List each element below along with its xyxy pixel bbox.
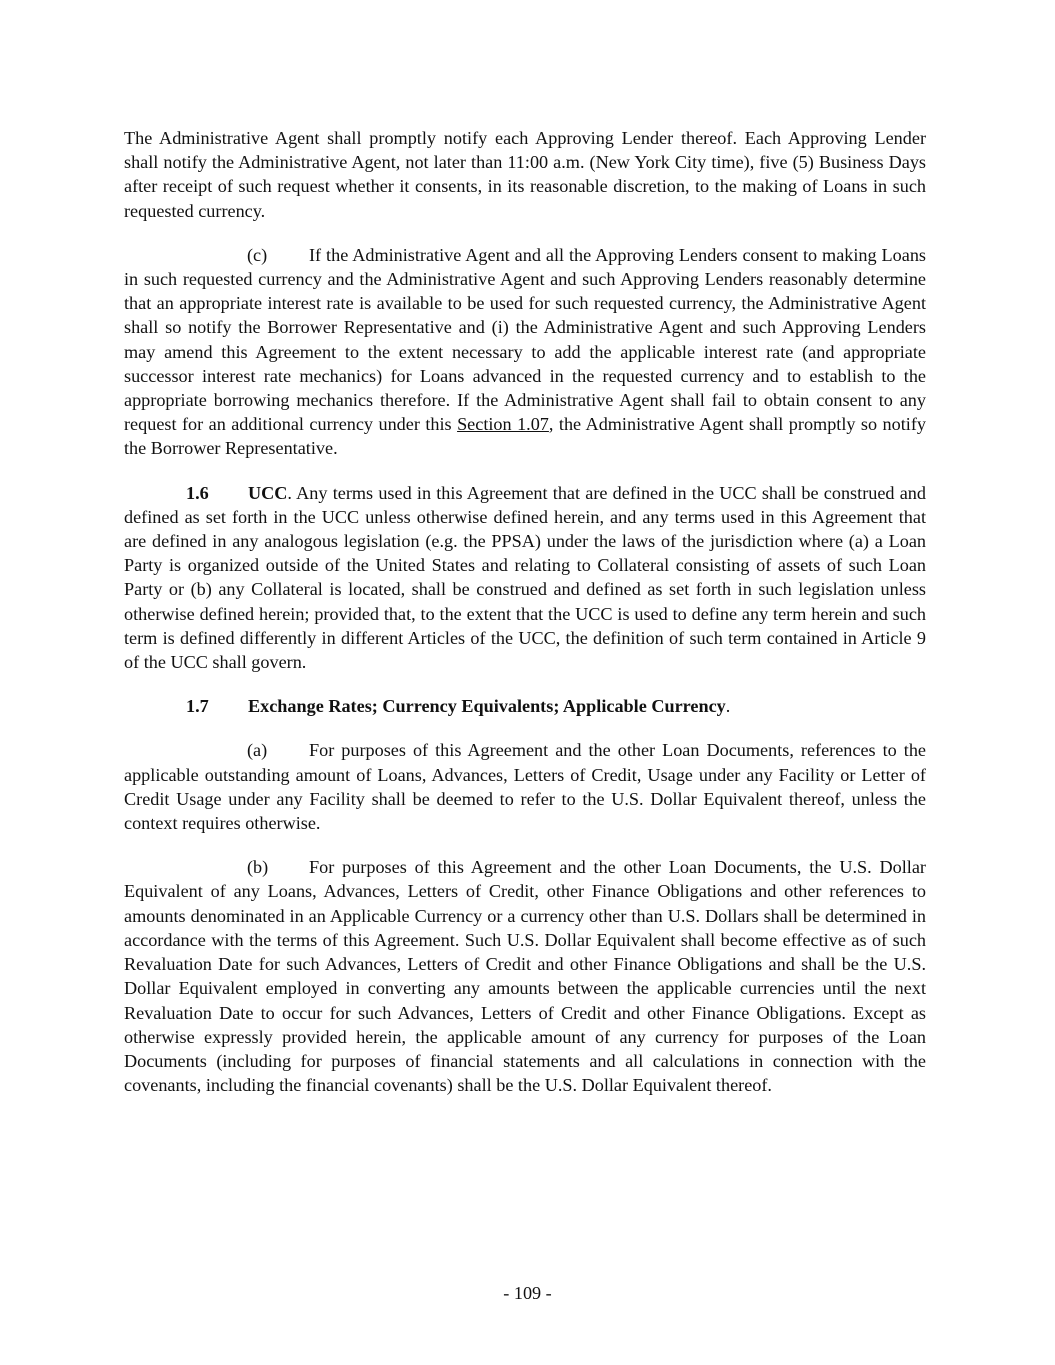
heading-period: . <box>725 696 731 717</box>
section-reference-link[interactable]: Section 1.07 <box>457 414 549 435</box>
paragraph-marker-b: (b) <box>247 857 269 878</box>
paragraph-text: , the Administrative Agent shall promptly so notify the Borrower Representative. <box>124 414 926 459</box>
section-1-7-heading <box>124 694 926 718</box>
paragraph-a-references <box>124 738 926 835</box>
paragraph-marker-a: (a) <box>247 740 268 761</box>
paragraph-text: . Any terms used in this Agreement that are defined in the UCC shall be construed and defined as set forth in the UCC unless otherwise defined herein, and any terms used in this Agreement that are defined in any analogous legislation (e.g. the PPSA) under the laws of the jurisdiction where (a) a Loan Party is organized outside of the United States and relating to Collateral consisting of assets of such Loan Party or (b) any Collateral is located, shall be construed and defined as set forth in such legislation unless otherwise defined herein; provided that, to the extent that the UCC is used to define any term herein and such term is defined differently in different Articles of the UCC, the definition of such term contained in Article 9 of the UCC shall govern. <box>124 482 926 673</box>
paragraph-text: For purposes of this Agreement and the other Loan Documents, references to the applicable outstanding amount of Loans, Advances, Letters of Credit, Usage under any Facility or Letter of Credit Usage under any Facility shall be deemed to refer to the U.S. Dollar Equivalent thereof, unless the context requires otherwise. <box>124 740 926 834</box>
section-title: UCC <box>248 482 288 503</box>
paragraph-text: For purposes of this Agreement and the other Loan Documents, the U.S. Dollar Equivalent of any Loans, Advances, Letters of Credit, other Finance Obligations and other references to amounts denominated in an Applicable Currency or a currency other than U.S. Dollars shall be determined in accordance with the terms of this Agreement. Such U.S. Dollar Equivalent shall become effective as of such Revaluation Date for such Advances, Letters of Credit and other Finance Obligations and shall be the U.S. Dollar Equivalent employed in converting any amounts between the applicable currencies until the next Revaluation Date to occur for such Advances, Letters of Credit and other Finance Obligations. Except as otherwise expressly provided herein, the applicable amount of any currency for purposes of the Loan Documents (including for purposes of financial statements and all calculations in connection with the covenants, including the financial covenants) shall be the U.S. Dollar Equivalent thereof. <box>124 857 926 1096</box>
document-page <box>124 126 926 1117</box>
paragraph-b-dollar-equivalent <box>124 855 926 1097</box>
paragraph-text: If the Administrative Agent and all the Approving Lenders consent to making Loans in such requested currency and the Administrative Agent and such Approving Lenders reasonably determine that an appropriate interest rate is available to be used for such requested currency, the Administrative Agent shall so notify the Borrower Representative and (i) the Administrative Agent and such Approving Lenders may amend this Agreement to the extent necessary to add the applicable interest rate (and appropriate successor interest rate mechanics) for Loans advanced in the requested currency and to establish to the appropriate borrowing mechanics therefore. If the Administrative Agent shall fail to obtain consent to any request for an additional currency under this <box>124 244 926 435</box>
page-number: - 109 - <box>503 1283 552 1303</box>
paragraph-c-currency-consent <box>124 243 926 461</box>
paragraph-marker-c: (c) <box>247 244 268 265</box>
paragraph-approving-lender-notice <box>124 126 926 223</box>
section-number: 1.6 <box>186 482 209 503</box>
paragraph-text: The Administrative Agent shall promptly notify each Approving Lender thereof. Each Approving Lender shall notify the Administrative Agent, not later than 11:00 a.m. (New York City time), five (5) Business Days after receipt of such request whether it consents, in its reasonable discretion, to the making of Loans in such requested currency. <box>124 128 926 221</box>
section-number: 1.7 <box>186 696 209 717</box>
section-1-6-ucc <box>124 481 926 675</box>
section-title: Exchange Rates; Currency Equivalents; Applicable Currency <box>248 696 726 717</box>
